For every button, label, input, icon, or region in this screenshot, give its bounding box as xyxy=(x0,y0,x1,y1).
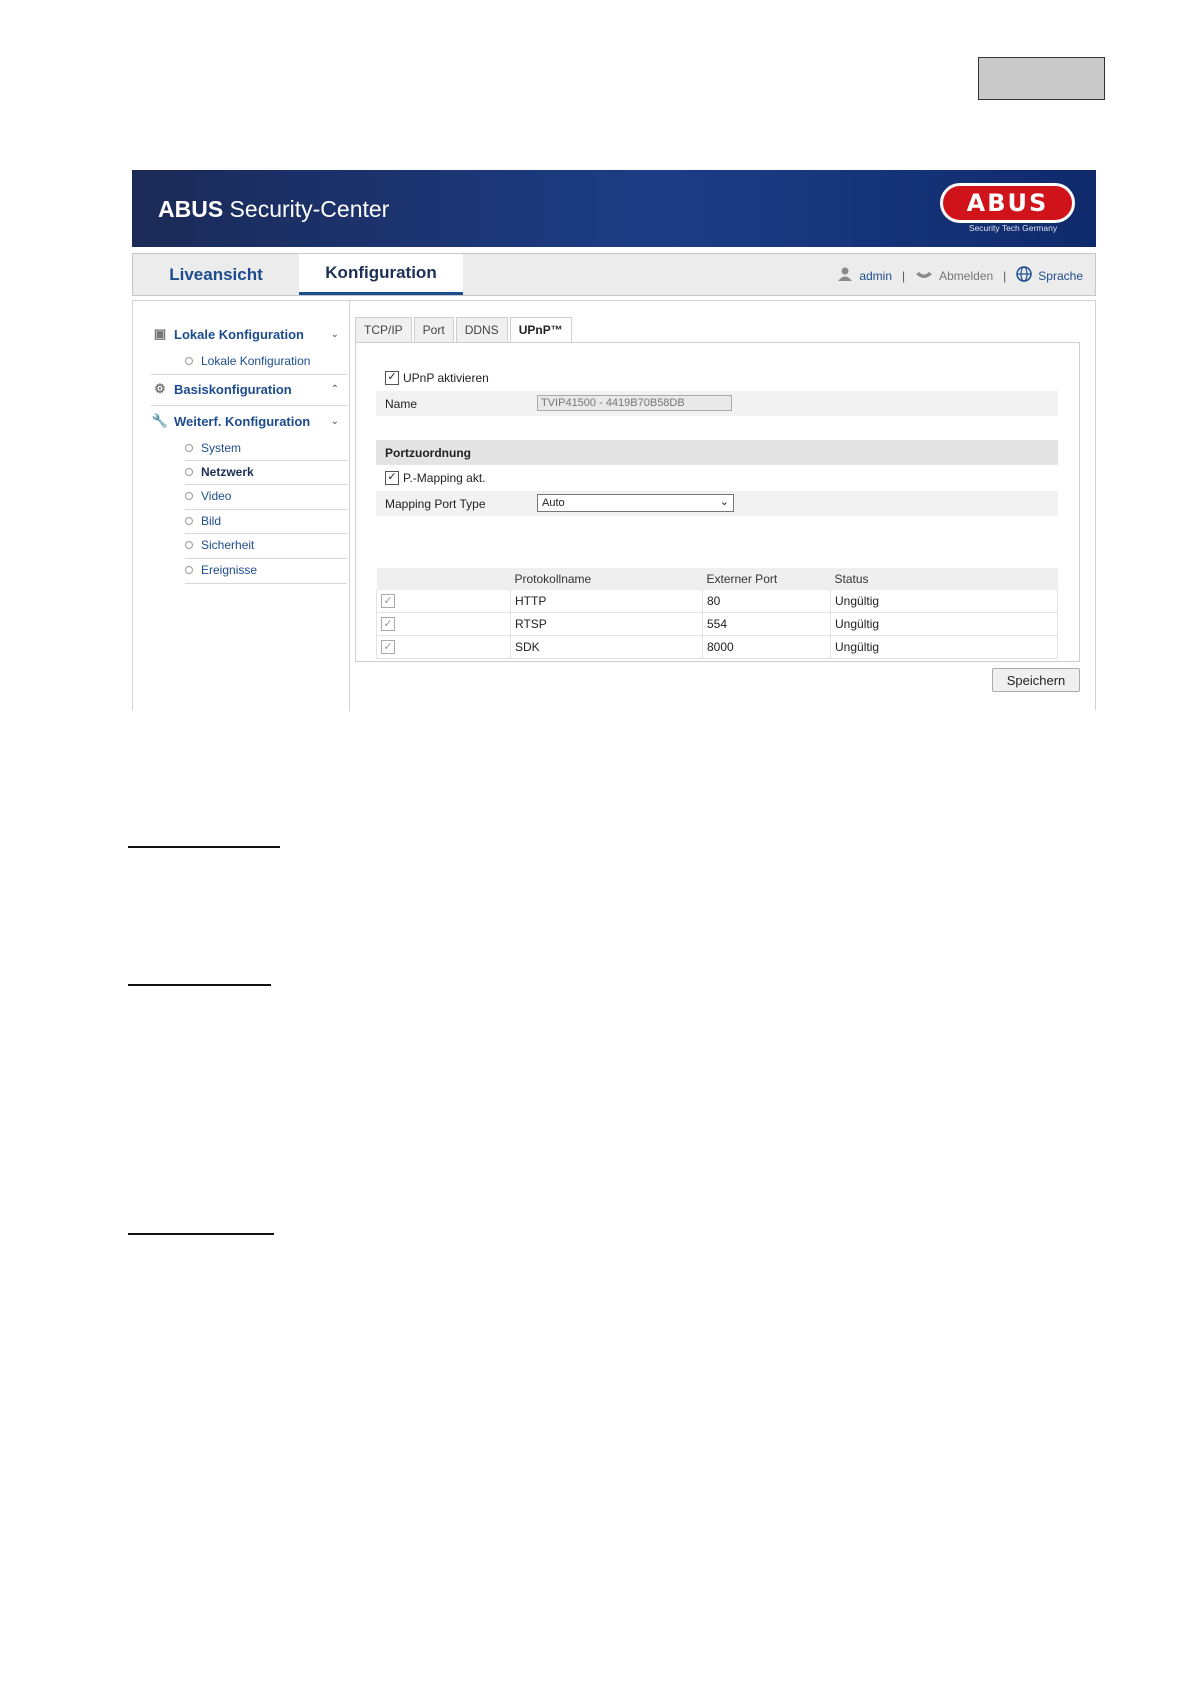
wrench-icon: 🔧 xyxy=(151,413,169,428)
row-checkbox[interactable]: ✓ xyxy=(381,640,395,654)
app-title: ABUS Security-Center xyxy=(158,196,390,222)
network-subtabs xyxy=(355,317,574,343)
bullet-icon xyxy=(185,566,193,574)
sidebar-item-bild[interactable] xyxy=(185,509,347,533)
mapping-type-value: Auto xyxy=(542,497,565,509)
section-label: Basiskonfiguration xyxy=(174,381,292,397)
row-checkbox[interactable]: ✓ xyxy=(381,617,395,631)
row-checkbox-cell xyxy=(377,636,511,659)
name-row xyxy=(376,391,1058,416)
port-cell: 8000 xyxy=(703,636,831,659)
sidebar-item-lokale-konfiguration[interactable] xyxy=(185,349,347,373)
section-rule xyxy=(128,1233,274,1235)
sidebar-item-label: Sicherheit xyxy=(201,538,255,552)
section-rule xyxy=(128,984,271,986)
abus-security-center-window xyxy=(132,170,1096,710)
name-label: Name xyxy=(385,396,418,411)
chevron-down-icon: ⌄ xyxy=(719,496,729,508)
section-label: Lokale Konfiguration xyxy=(174,326,304,342)
section-label: Weiterf. Konfiguration xyxy=(174,413,311,429)
sidebar-item-video[interactable] xyxy=(185,484,347,508)
bullet-icon xyxy=(185,444,193,452)
mapping-type-label: Mapping Port Type xyxy=(385,496,486,511)
globe-icon xyxy=(1016,266,1032,285)
user-name[interactable]: admin xyxy=(859,268,892,283)
monitor-icon: ▣ xyxy=(153,326,167,341)
pmapping-row xyxy=(376,465,1058,490)
gear-icon: ⚙ xyxy=(154,381,166,396)
chevron-down-icon: ⌄ xyxy=(330,415,339,427)
chevron-up-icon: ⌃ xyxy=(330,383,339,395)
sidebar-item-ereignisse[interactable] xyxy=(185,558,347,582)
port-mapping-table xyxy=(376,568,1058,659)
upnp-panel xyxy=(355,342,1080,662)
logout-icon xyxy=(915,268,933,283)
protocol-cell: RTSP xyxy=(511,613,703,636)
bullet-icon xyxy=(185,468,193,476)
sidebar-section-weiterf-konfiguration[interactable] xyxy=(151,408,347,434)
table-row xyxy=(377,636,1058,659)
port-cell: 80 xyxy=(703,590,831,613)
status-cell: Ungültig xyxy=(831,590,1058,613)
status-cell: Ungültig xyxy=(831,613,1058,636)
pmapping-checkbox[interactable]: ✓ xyxy=(385,471,399,485)
logout-link[interactable]: Abmelden xyxy=(939,268,994,283)
pmapping-control xyxy=(385,471,486,485)
divider xyxy=(185,583,347,584)
column-header-status: Status xyxy=(831,568,1058,590)
sidebar-item-label: Netzwerk xyxy=(201,465,254,479)
name-field xyxy=(537,395,732,411)
sidebar-section-basiskonfiguration[interactable] xyxy=(151,376,347,402)
pmapping-label: P.-Mapping akt. xyxy=(403,470,486,485)
upnp-enable-checkbox[interactable]: ✓ xyxy=(385,371,399,385)
column-header xyxy=(377,568,511,590)
sidebar-item-system[interactable] xyxy=(185,436,347,460)
column-header-port: Externer Port xyxy=(703,568,831,590)
separator: | xyxy=(902,268,906,283)
sidebar-item-netzwerk[interactable] xyxy=(185,460,347,484)
tab-konfiguration[interactable]: Konfiguration xyxy=(299,254,463,295)
sidebar-item-label: Ereignisse xyxy=(201,563,258,577)
chevron-down-icon: ⌄ xyxy=(330,328,339,340)
mapping-type-select[interactable] xyxy=(537,494,734,512)
sidebar xyxy=(133,301,350,711)
sidebar-item-sicherheit[interactable] xyxy=(185,533,347,557)
column-header-protocol: Protokollname xyxy=(511,568,703,590)
sidebar-item-label: System xyxy=(201,441,242,455)
divider xyxy=(151,405,347,406)
page-number-box xyxy=(978,57,1105,100)
table-row xyxy=(377,590,1058,613)
tab-port[interactable]: Port xyxy=(414,317,454,343)
upnp-enable-row xyxy=(376,365,1058,390)
table-header-row xyxy=(377,568,1058,590)
bullet-icon xyxy=(185,357,193,365)
sidebar-item-label: Video xyxy=(201,489,232,503)
sidebar-item-label: Lokale Konfiguration xyxy=(201,354,311,368)
port-mapping-header xyxy=(376,440,1058,465)
bullet-icon xyxy=(185,492,193,500)
content-area xyxy=(132,300,1096,710)
tab-ddns[interactable]: DDNS xyxy=(456,317,508,343)
logo-subtext: Security Tech Germany xyxy=(968,223,1058,233)
row-checkbox[interactable]: ✓ xyxy=(381,594,395,608)
mapping-type-row xyxy=(376,491,1058,516)
protocol-cell: HTTP xyxy=(511,590,703,613)
port-cell: 554 xyxy=(703,613,831,636)
sidebar-item-label: Bild xyxy=(201,514,222,528)
bullet-icon xyxy=(185,517,193,525)
port-mapping-title: Portzuordnung xyxy=(385,445,471,460)
tab-liveansicht[interactable]: Liveansicht xyxy=(169,264,263,284)
save-button[interactable]: Speichern xyxy=(992,668,1080,692)
row-checkbox-cell xyxy=(377,590,511,613)
main-navbar xyxy=(132,253,1096,296)
user-icon xyxy=(837,267,853,284)
separator: | xyxy=(1003,268,1007,283)
sidebar-section-lokale-konfiguration[interactable] xyxy=(151,321,347,347)
tab-tcpip[interactable]: TCP/IP xyxy=(355,317,412,343)
table-row xyxy=(377,613,1058,636)
header-banner xyxy=(132,170,1096,247)
status-cell: Ungültig xyxy=(831,636,1058,659)
bullet-icon xyxy=(185,541,193,549)
upnp-enable-label: UPnP aktivieren xyxy=(403,370,489,385)
abus-logo: ABUS xyxy=(940,183,1075,223)
tab-upnp[interactable]: UPnP™ xyxy=(510,317,572,343)
row-checkbox-cell xyxy=(377,613,511,636)
divider xyxy=(151,374,347,375)
upnp-enable-control xyxy=(385,371,489,385)
language-link[interactable]: Sprache xyxy=(1038,268,1083,283)
section-rule xyxy=(128,846,280,848)
protocol-cell: SDK xyxy=(511,636,703,659)
user-bar xyxy=(837,266,1083,285)
